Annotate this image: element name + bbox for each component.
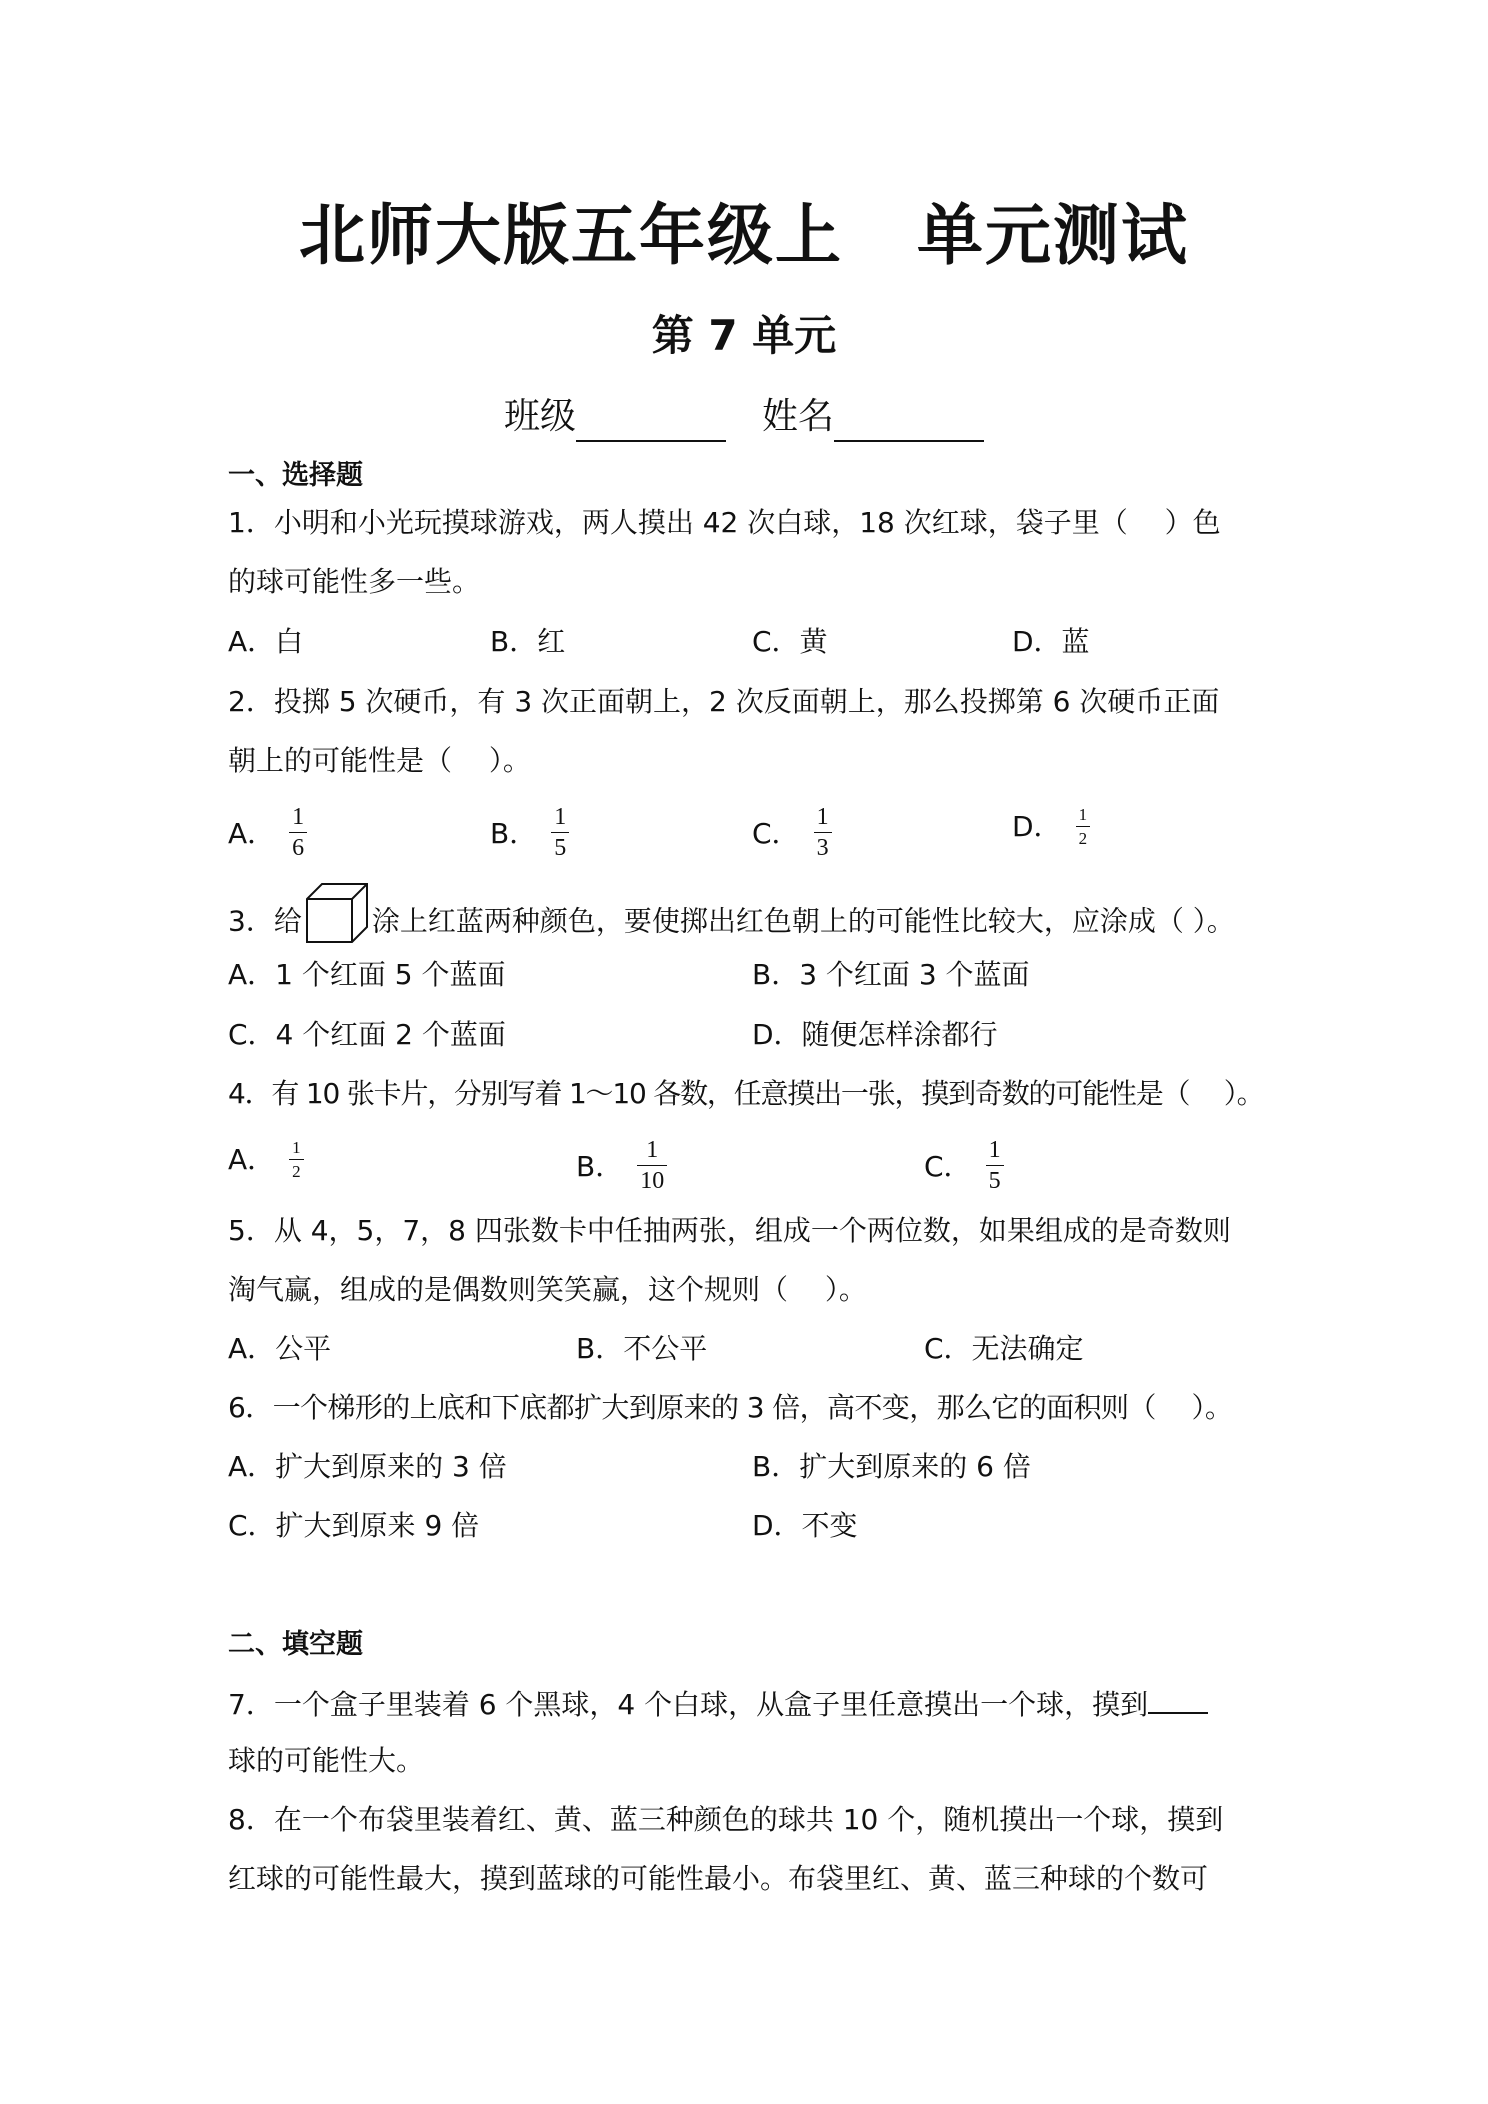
q2-option-a-letter: A． [228, 816, 276, 850]
unit-subtitle: 第 7 单元 [651, 311, 837, 360]
q6-option-d[interactable]: D．不变 [752, 1509, 858, 1542]
q4-option-b[interactable] [576, 1137, 667, 1195]
q3-option-d[interactable]: D．随便怎样涂都行 [752, 1018, 998, 1051]
q8-line2: 红球的可能性最大，摸到蓝球的可能性最小。布袋里红、黄、蓝三种球的个数可 [228, 1862, 1209, 1895]
q4-option-b-fraction [637, 1138, 667, 1193]
fraction-numerator: 1 [554, 804, 567, 830]
q4-option-c[interactable] [924, 1137, 1004, 1195]
fraction-numerator: 1 [292, 804, 305, 830]
q6-option-b[interactable]: B．扩大到原来的 6 倍 [752, 1450, 1031, 1483]
fraction-numerator: 1 [988, 1137, 1001, 1163]
page-title [0, 196, 1488, 276]
q1-line1: 1．小明和小光玩摸球游戏，两人摸出 42 次白球，18 次红球，袋子里（ ）色 [228, 506, 1221, 539]
fraction-denominator: 2 [1078, 828, 1088, 848]
q2-option-d-fraction [1076, 806, 1091, 847]
cube-icon [304, 881, 370, 956]
q7-line1 [228, 1682, 1208, 1725]
fraction-numerator: 1 [646, 1137, 659, 1163]
q4-option-c-fraction [986, 1138, 1004, 1193]
q1-option-a[interactable]: A．白 [228, 625, 304, 658]
q4-option-a[interactable] [228, 1137, 304, 1182]
q3-option-a[interactable]: A．1 个红面 5 个蓝面 [228, 958, 506, 991]
q6-option-a[interactable]: A．扩大到原来的 3 倍 [228, 1450, 507, 1483]
section-choice-title: 一、选择题 [228, 460, 363, 491]
q2-option-a[interactable] [228, 804, 307, 862]
fraction-numerator: 1 [816, 804, 829, 830]
section-fill-title: 二、填空题 [228, 1629, 363, 1660]
q3-line1 [228, 885, 1235, 960]
q3-option-c[interactable]: C．4 个红面 2 个蓝面 [228, 1018, 506, 1051]
q2-option-b-fraction [551, 805, 569, 860]
q6-option-c[interactable]: C．扩大到原来 9 倍 [228, 1509, 480, 1542]
q3-option-b[interactable]: B．3 个红面 3 个蓝面 [752, 958, 1030, 991]
class-blank[interactable] [576, 402, 726, 442]
q5-option-c[interactable]: C．无法确定 [924, 1332, 1084, 1365]
q5-line2: 淘气赢，组成的是偶数则笑笑赢，这个规则（ ）。 [228, 1273, 867, 1306]
q7-line2: 球的可能性大。 [228, 1744, 425, 1777]
q5-option-b[interactable]: B．不公平 [576, 1332, 708, 1365]
q8-line1: 8．在一个布袋里装着红、黄、蓝三种颜色的球共 10 个，随机摸出一个球，摸到 [228, 1803, 1224, 1836]
fraction-denominator: 2 [292, 1161, 301, 1181]
q1-option-c[interactable]: C．黄 [752, 625, 828, 658]
name-label: 姓名 [762, 396, 835, 437]
q4-option-b-letter: B． [576, 1149, 624, 1183]
fraction-denominator: 5 [988, 1168, 1001, 1194]
fraction-numerator: 1 [1078, 804, 1088, 824]
q1-option-d[interactable]: D．蓝 [1012, 625, 1090, 658]
q3-suffix: 涂上红蓝两种颜色，要使掷出红色朝上的可能性比较大，应涂成（ ）。 [371, 904, 1235, 938]
q2-line2: 朝上的可能性是（ ）。 [228, 744, 531, 777]
q7-answer-blank[interactable] [1148, 1682, 1208, 1714]
title-right: 单元测试 [917, 197, 1189, 274]
class-label: 班级 [503, 396, 576, 437]
q3-prefix: 3．给 [228, 904, 302, 938]
fraction-denominator: 6 [292, 835, 305, 861]
q2-option-c[interactable] [752, 804, 832, 862]
q7-text: 7．一个盒子里装着 6 个黑球，4 个白球，从盒子里任意摸出一个球，摸到 [228, 1688, 1149, 1721]
q5-line1: 5．从 4，5，7，8 四张数卡中任抽两张，组成一个两位数，如果组成的是奇数则 [228, 1214, 1231, 1247]
title-left: 北师大版五年级上 [299, 197, 843, 274]
q2-option-b-letter: B． [490, 816, 538, 850]
fraction-denominator: 5 [554, 835, 567, 861]
q1-option-b[interactable]: B．红 [490, 625, 566, 658]
q1-line2: 的球可能性多一些。 [228, 565, 481, 598]
q2-option-b[interactable] [490, 804, 569, 862]
q4-line1: 4．有 10 张卡片，分别写着 1～10 各数，任意摸出一张，摸到奇数的可能性是（ ）。 [228, 1077, 1264, 1110]
q4-option-c-letter: C． [924, 1149, 972, 1183]
q2-option-d[interactable] [1012, 804, 1090, 849]
fraction-denominator: 3 [816, 835, 829, 861]
q5-option-a[interactable]: A．公平 [228, 1332, 332, 1365]
q2-line1: 2．投掷 5 次硬币，有 3 次正面朝上，2 次反面朝上，那么投掷第 6 次硬币正面 [228, 685, 1220, 718]
name-blank[interactable] [834, 402, 984, 442]
q2-option-c-letter: C． [752, 816, 800, 850]
fraction-denominator: 10 [640, 1168, 665, 1194]
q2-option-a-fraction [289, 805, 307, 860]
q2-option-d-letter: D． [1012, 810, 1062, 843]
q4-option-a-letter: A． [228, 1143, 276, 1176]
q2-option-c-fraction [814, 805, 832, 860]
q4-option-a-fraction [289, 1139, 304, 1180]
q6-line1: 6．一个梯形的上底和下底都扩大到原来的 3 倍，高不变，那么它的面积则（ ）。 [228, 1391, 1233, 1424]
student-info-line [0, 392, 1488, 442]
fraction-numerator: 1 [292, 1137, 301, 1157]
